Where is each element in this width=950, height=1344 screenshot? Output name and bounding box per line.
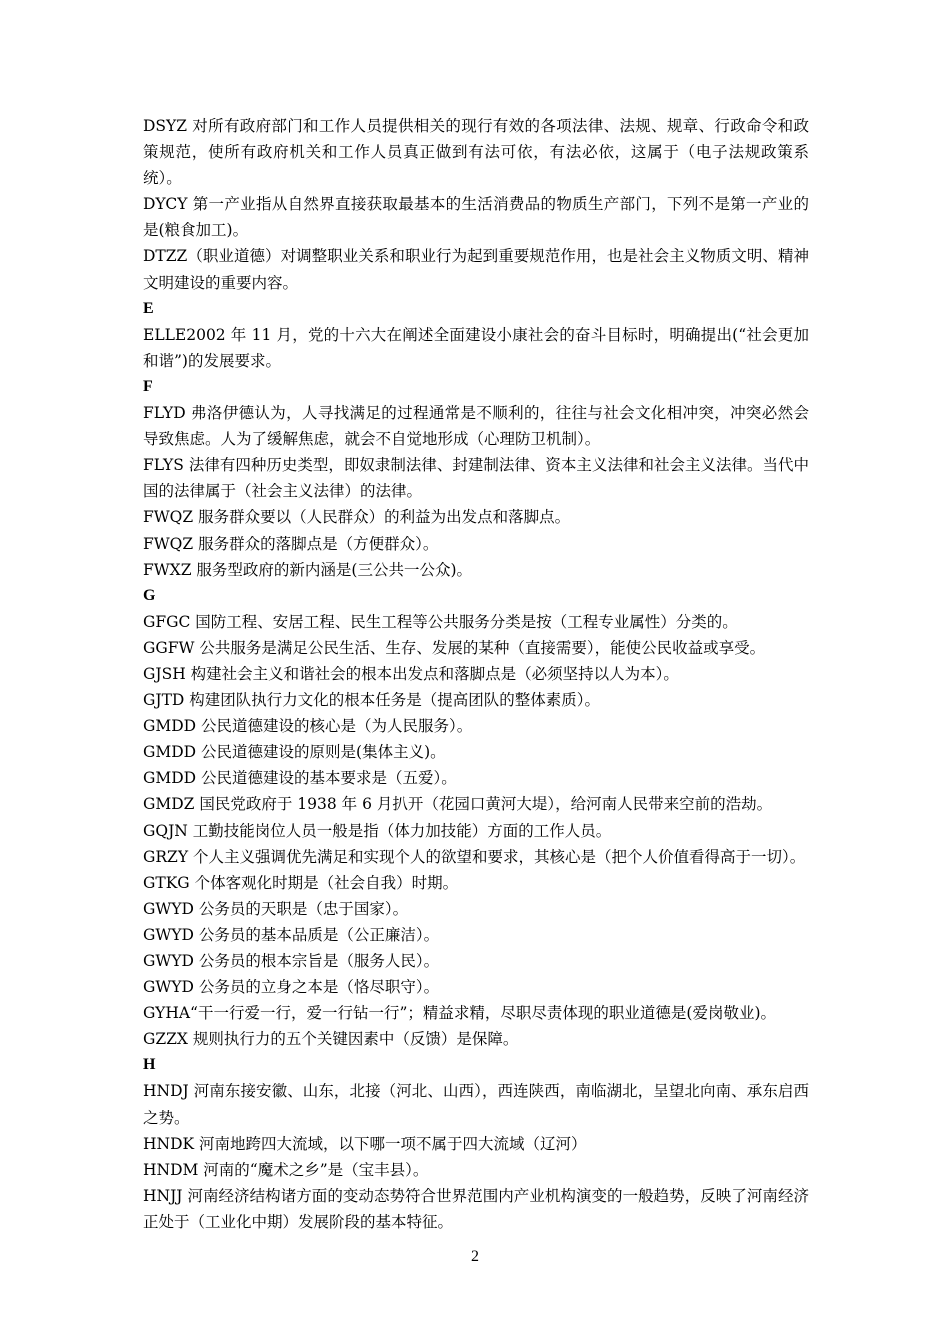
entry-paragraph: GMDD 公民道德建设的核心是（为人民服务）。	[143, 717, 473, 736]
entry-paragraph: ELLE2002 年 11 月，党的十六大在阐述全面建设小康社会的奋斗目标时，明确提出(“社会更加和谐”)的发展要求。	[143, 325, 809, 370]
entry-paragraph: FWQZ 服务群众的落脚点是（方便群众）。	[143, 534, 439, 553]
entry-paragraph: GMDZ 国民党政府于 1938 年 6 月扒开（花园口黄河大堤），给河南人民带来空前的浩劫。	[143, 795, 773, 814]
entry-paragraph: HNDM 河南的“魔术之乡”是（宝丰县）。	[143, 1160, 429, 1179]
entry-paragraph: GWYD 公务员的天职是（忠于国家）。	[143, 899, 409, 918]
section-heading: E	[143, 299, 154, 317]
entry-paragraph: DTZZ（职业道德）对调整职业关系和职业行为起到重要规范作用，也是社会主义物质文明、精神文明建设的重要内容。	[143, 247, 809, 292]
entry-paragraph: HNDK 河南地跨四大流域，以下哪一项不属于四大流域（辽河）	[143, 1134, 587, 1153]
document-body	[143, 113, 809, 1235]
entry-paragraph: GZZX 规则执行力的五个关键因素中（反馈）是保障。	[143, 1030, 519, 1049]
entry-paragraph: GJSH 构建社会主义和谐社会的根本出发点和落脚点是（必须坚持以人为本）。	[143, 664, 679, 683]
entry-paragraph: FWQZ 服务群众要以（人民群众）的利益为出发点和落脚点。	[143, 508, 571, 527]
entry-paragraph: GJTD 构建团队执行力文化的根本任务是（提高团队的整体素质）。	[143, 691, 601, 710]
page-number: 2	[471, 1248, 479, 1265]
entry-paragraph: GMDD 公民道德建设的原则是(集体主义)。	[143, 743, 446, 762]
entry-paragraph: FLYS 法律有四种历史类型，即奴隶制法律、封建制法律、资本主义法律和社会主义法律。当代中国的法律属于（社会主义法律）的法律。	[143, 456, 809, 501]
entry-paragraph: GQJN 工勤技能岗位人员一般是指（体力加技能）方面的工作人员。	[143, 821, 612, 840]
entry-paragraph: GTKG 个体客观化时期是（社会自我）时期。	[143, 873, 459, 892]
entry-paragraph: FLYD 弗洛伊德认为，人寻找满足的过程通常是不顺利的，往往与社会文化相冲突，冲突必然会导致焦虑。人为了缓解焦虑，就会不自觉地形成（心理防卫机制）。	[143, 404, 809, 449]
entry-paragraph: GYHA“干一行爱一行，爱一行钻一行”；精益求精，尽职尽责体现的职业道德是(爱岗敬业)。	[143, 1004, 776, 1023]
entry-paragraph: GWYD 公务员的根本宗旨是（服务人民）。	[143, 952, 440, 970]
entry-paragraph: FWXZ 服务型政府的新内涵是(三公共一公众)。	[143, 560, 473, 579]
entry-paragraph: GRZY 个人主义强调优先满足和实现个人的欲望和要求，其核心是（把个人价值看得高于一切）。	[143, 847, 806, 866]
section-heading: H	[143, 1056, 156, 1074]
entry-paragraph: GMDD 公民道德建设的基本要求是（五爱）。	[143, 769, 457, 788]
entry-paragraph: DSYZ 对所有政府部门和工作人员提供相关的现行有效的各项法律、法规、规章、行政命令和政策规范，使所有政府机关和工作人员真正做到有法可依，有法必依，这属于（电子法规政策系统）。	[143, 117, 809, 188]
entry-paragraph: GWYD 公务员的基本品质是（公正廉洁）。	[143, 925, 440, 944]
entry-paragraph: HNJJ 河南经济结构诸方面的变动态势符合世界范围内产业机构演变的一般趋势，反映了河南经济正处于（工业化中期）发展阶段的基本特征。	[143, 1186, 809, 1231]
section-heading: F	[143, 377, 153, 395]
section-heading: G	[143, 586, 156, 604]
entry-paragraph: GGFW 公共服务是满足公民生活、生存、发展的某种（直接需要），能使公民收益或享受。	[143, 638, 766, 657]
entry-paragraph: HNDJ 河南东接安徽、山东，北接（河北、山西），西连陕西，南临湖北，呈望北向南、承东启西之势。	[143, 1082, 809, 1127]
entry-paragraph: GWYD 公务员的立身之本是（恪尽职守）。	[143, 978, 440, 997]
entry-paragraph: GFGC 国防工程、安居工程、民生工程等公共服务分类是按（工程专业属性）分类的。	[143, 612, 738, 631]
entry-paragraph: DYCY 第一产业指从自然界直接获取最基本的生活消费品的物质生产部门，下列不是第一产业的是(粮食加工)。	[143, 195, 809, 240]
